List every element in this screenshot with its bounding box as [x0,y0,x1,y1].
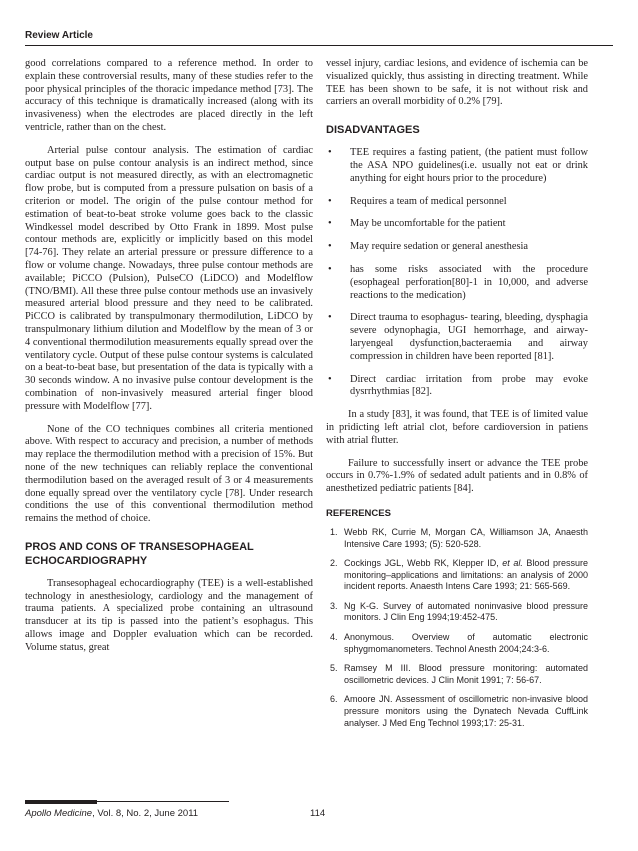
reference-text: Cockings JGL, Webb RK, Klepper ID, [344,558,503,569]
bullet-icon: • [328,195,332,207]
body-paragraph: good correlations compared to a reference method. In order to explain these controversial results, many of these studies refer to the poor physical principles of the thoracic impedance method [73]. The accuracy of this technique is dramatically increased (along with its invasiveness) when the electrodes are placed directly in the left ventricle, rather than on the chest. [25,58,313,133]
reference-number: 5. [330,663,338,674]
reference-etal: et al. [502,558,523,569]
reference-text: Anonymous. Overview of automatic electronic sphygmomanometers. Technol Anesth 2004;24:3-6. [344,632,588,654]
references-heading: REFERENCES [326,507,391,519]
reference-text: Webb RK, Currie M, Morgan CA, Williamson JA, Anaesth Intensive Care 1993; (5): 520-528. [344,526,588,549]
body-paragraph: Transesophageal echocardiography (TEE) is a well-established technology in anesthesiology, cardiology and the management of trauma patients. A specialized probe containing an ultrasound transducer at its tip is passed into the patient’s esophagus. This allows image and Doppler evaluation which can be recorded. Volume status, great [25,577,313,653]
reference-text: Amoore JN. Assessment of oscillometric non-invasive blood pressure monitors using the Dynatech Nevada CuffLink analyser. J Med Eng Technol 1993;17: 25-31. [344,694,588,728]
reference-number: 4. [330,632,338,643]
bullet-icon: • [328,373,332,385]
reference-item [326,601,588,624]
header-rule [25,45,613,46]
list-item-text: May be uncomfortable for the patient [350,218,506,230]
list-item [326,147,588,185]
reference-item [326,663,588,686]
list-item [326,264,588,302]
body-paragraph: vessel injury, cardiac lesions, and evidence of ischemia can be visualized quickly, thus assisting in directing treatment. While TEE has been shown to be safe, it is not without risk and carriers an overall morbidity of 0.2% [79]. [326,58,588,108]
list-item-text: has some risks associated with the procedure (esophageal perforation[80]-1 in 10,000, and adverse reactions to the medication) [350,263,588,301]
body-paragraph: None of the CO techniques combines all criteria mentioned above. With respect to accuracy and precision, a number of methods may replace the thermodilution method with a precision of 15%. But none of the new techniques can reliably replace the conventional thermodilution based on the averaged result of 3 or 4 measurements done equally spread over the ventilatory cycle [78]. Under research conditions the use of this conventional thermodilution method remains the method of choice. [25,423,313,525]
bullet-icon: • [328,312,332,324]
reference-item [326,632,588,655]
reference-item [326,527,588,550]
list-item [326,196,588,209]
footer-citation [25,808,198,819]
list-item [326,374,588,400]
reference-number: 1. [330,526,338,537]
footer-rule [25,800,97,804]
section-heading: DISADVANTAGES [326,124,420,137]
list-item-text: TEE requires a fasting patient, (the patient must follow the ASA NPO guidelines(i.e. usually not eat or drink anything for eight hours prior to the procedure) [350,147,588,184]
section-label: Review Article [25,30,93,41]
reference-item [326,558,588,593]
journal-name: Apollo Medicine [25,808,93,819]
list-item [326,312,588,363]
reference-text: Ramsey M III. Blood pressure monitoring: automated oscillometric devices. J Clin Monit 1991; 7: 56-67. [344,663,588,685]
reference-number: 6. [330,694,338,705]
list-item-text: Direct cardiac irritation from probe may evoke dysrrhythmias [82]. [350,373,588,398]
list-item [326,218,588,231]
list-item-text: May require sedation or general anesthesia [350,241,529,253]
reference-number: 3. [330,600,338,611]
footer-rule [97,801,229,802]
reference-number: 2. [330,558,338,569]
body-paragraph: In a study [83], it was found, that TEE is of limited value in pridicting left atrial clot, before cardioversion in patiens with atrial flutter. [326,409,588,446]
reference-item [326,694,588,729]
section-heading: PROS AND CONS OF TRANSESOPHAGEAL ECHOCARDIOGRAPHY [25,540,254,567]
bullet-icon: • [328,241,332,253]
reference-text: Blood pressure monitoring–applications and limitations: an analysis of 2000 incident reports. Anaesth Intens Care 1993; 21: 565-569. [344,558,588,592]
bullet-icon: • [328,263,332,275]
body-paragraph: Arterial pulse contour analysis. The estimation of cardiac output base on pulse contour analysis is an indirect method, since cardiac output is not measured directly, as with an electromagnetic flow probe, but is computed from a pressure pulsation on basis of a criterion or model. The origin of the pulse contour method for estimation of beat-to-beat stroke volume goes back to the classic Windkessel model described by Otto Frank in 1899. Most pulse contour methods are, explicitly or implicitly based on this model [74-76]. They relate an arterial pressure or pressure difference to a flow or volume change. Nowadays, three pulse contour methods are available; PiCCO (Pulsion), PulseCO (LiDCO) and Modelflow (TNO/BMI). All these three pulse contour methods use an invasively measured arterial blood pressure and they need to be calibrated. PiCCO is calibrated by transpulmonary thermodilution, LiDCO by transpulmonary lithium dilution and Modelflow by the mean of 3 or 4 conventional thermodilution measurements equally spread over the ventilatory cycle. Output of these pulse contour systems is calculated on a beat-to-beat base, but presentation of the data is typically with a 30 seconds window. A no invasive pulse contour development is the combination of non-invasively measured arterial finger blood pressure with Modelflow [77]. [25,144,313,412]
left-column [25,58,313,665]
list-item-text: Requires a team of medical personnel [350,195,507,207]
bullet-icon: • [328,147,332,159]
right-column [326,58,588,737]
reference-list [326,527,588,729]
disadvantages-list [326,147,588,399]
reference-text: Ng K-G. Survey of automated noninvasive blood pressure monitors. J Clin Eng 1994;19:452-475. [344,600,588,623]
page-number: 114 [310,808,326,819]
body-paragraph: Failure to successfully insert or advance the TEE probe occurs in 0.7%-1.9% of sedated adult patients and in 0.8% of anesthetized pediatric patients [84]. [326,457,588,495]
journal-issue: , Vol. 8, No. 2, June 2011 [92,808,199,819]
list-item [326,241,588,254]
bullet-icon: • [328,218,332,230]
list-item-text: Direct trauma to esophagus- tearing, bleeding, dysphagia severe odynophagia, UGI hemorrhage, and airway- laryengeal dysfunction,bacteraemia and airway compression in children have been reported [81]. [350,312,588,362]
